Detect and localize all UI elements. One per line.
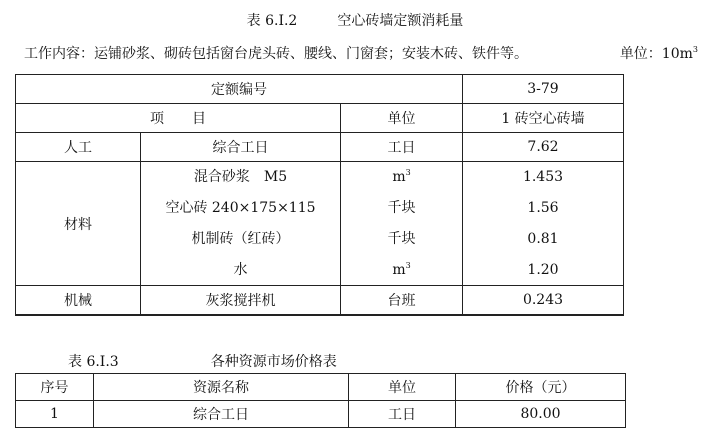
machine-row (16, 286, 624, 316)
material-name: 水 (233, 261, 248, 278)
machine-unit: 台班 (341, 286, 463, 316)
machine-category: 机械 (16, 286, 141, 316)
material-unit (341, 193, 462, 223)
quota-label: 定额编号 (16, 75, 463, 104)
table2-number: 表 6.Ⅰ.3 (68, 354, 119, 370)
material-unit-text: m (392, 261, 406, 278)
header-value: 1 砖空心砖墙 (463, 104, 624, 133)
material-name: 空心砖 240×175×115 (165, 200, 316, 217)
unit-note-text: 单位：10m (619, 46, 693, 62)
price-header-row (16, 374, 626, 401)
machine-name: 灰浆搅拌机 (141, 286, 341, 316)
row-seq: 1 (16, 401, 94, 428)
materials-row (16, 162, 624, 286)
material-unit (341, 162, 462, 192)
labor-row (16, 133, 624, 162)
header-row (16, 104, 624, 133)
work-content: 工作内容：运铺砂浆、砌砖包括窗台虎头砖、腰线、门窗套；安装木砖、铁件等。 (24, 46, 528, 62)
quota-code: 3-79 (463, 75, 624, 104)
labor-name: 综合工日 (141, 133, 341, 162)
header-unit: 单位 (341, 104, 463, 133)
materials-units (341, 162, 463, 286)
table2-name: 各种资源市场价格表 (210, 354, 337, 370)
header-seq: 序号 (16, 374, 94, 401)
table1-title (0, 10, 710, 30)
header-name: 资源名称 (94, 374, 349, 401)
materials-values (463, 162, 624, 286)
material-name: 混合砂浆 M5 (193, 169, 288, 186)
row-unit: 工日 (349, 401, 456, 428)
material-unit-text: m (392, 169, 406, 186)
material-unit-sup: 3 (405, 168, 411, 178)
materials-names (141, 162, 341, 286)
unit-note-sup: 3 (692, 45, 698, 54)
header-price: 价格（元） (456, 374, 626, 401)
unit-note (620, 43, 698, 63)
quota-table (15, 74, 624, 316)
material-unit-sup: 3 (405, 260, 411, 270)
material-value: 1.56 (527, 200, 559, 217)
quota-row (16, 75, 624, 104)
material-name: 机制砖（红砖） (191, 230, 290, 247)
header-item: 项 目 (16, 104, 341, 133)
materials-category: 材料 (16, 162, 141, 286)
material-unit (341, 224, 462, 254)
material-value: 1.453 (522, 169, 564, 186)
material-unit (341, 255, 462, 285)
header-unit: 单位 (349, 374, 456, 401)
table2-title (68, 351, 337, 371)
row-price: 80.00 (456, 401, 626, 428)
material-unit-text: 千块 (387, 200, 416, 217)
table-row (16, 401, 626, 428)
labor-unit: 工日 (341, 133, 463, 162)
row-name: 综合工日 (94, 401, 349, 428)
material-unit-text: 千块 (387, 230, 416, 247)
material-value: 1.20 (527, 261, 559, 278)
labor-category: 人工 (16, 133, 141, 162)
material-value: 0.81 (527, 230, 559, 247)
labor-value: 7.62 (463, 133, 624, 162)
machine-value: 0.243 (463, 286, 624, 316)
price-table (15, 373, 626, 428)
table1-number: 表 6.Ⅰ.2 (246, 13, 298, 29)
table1-name: 空心砖墙定额消耗量 (337, 13, 464, 29)
